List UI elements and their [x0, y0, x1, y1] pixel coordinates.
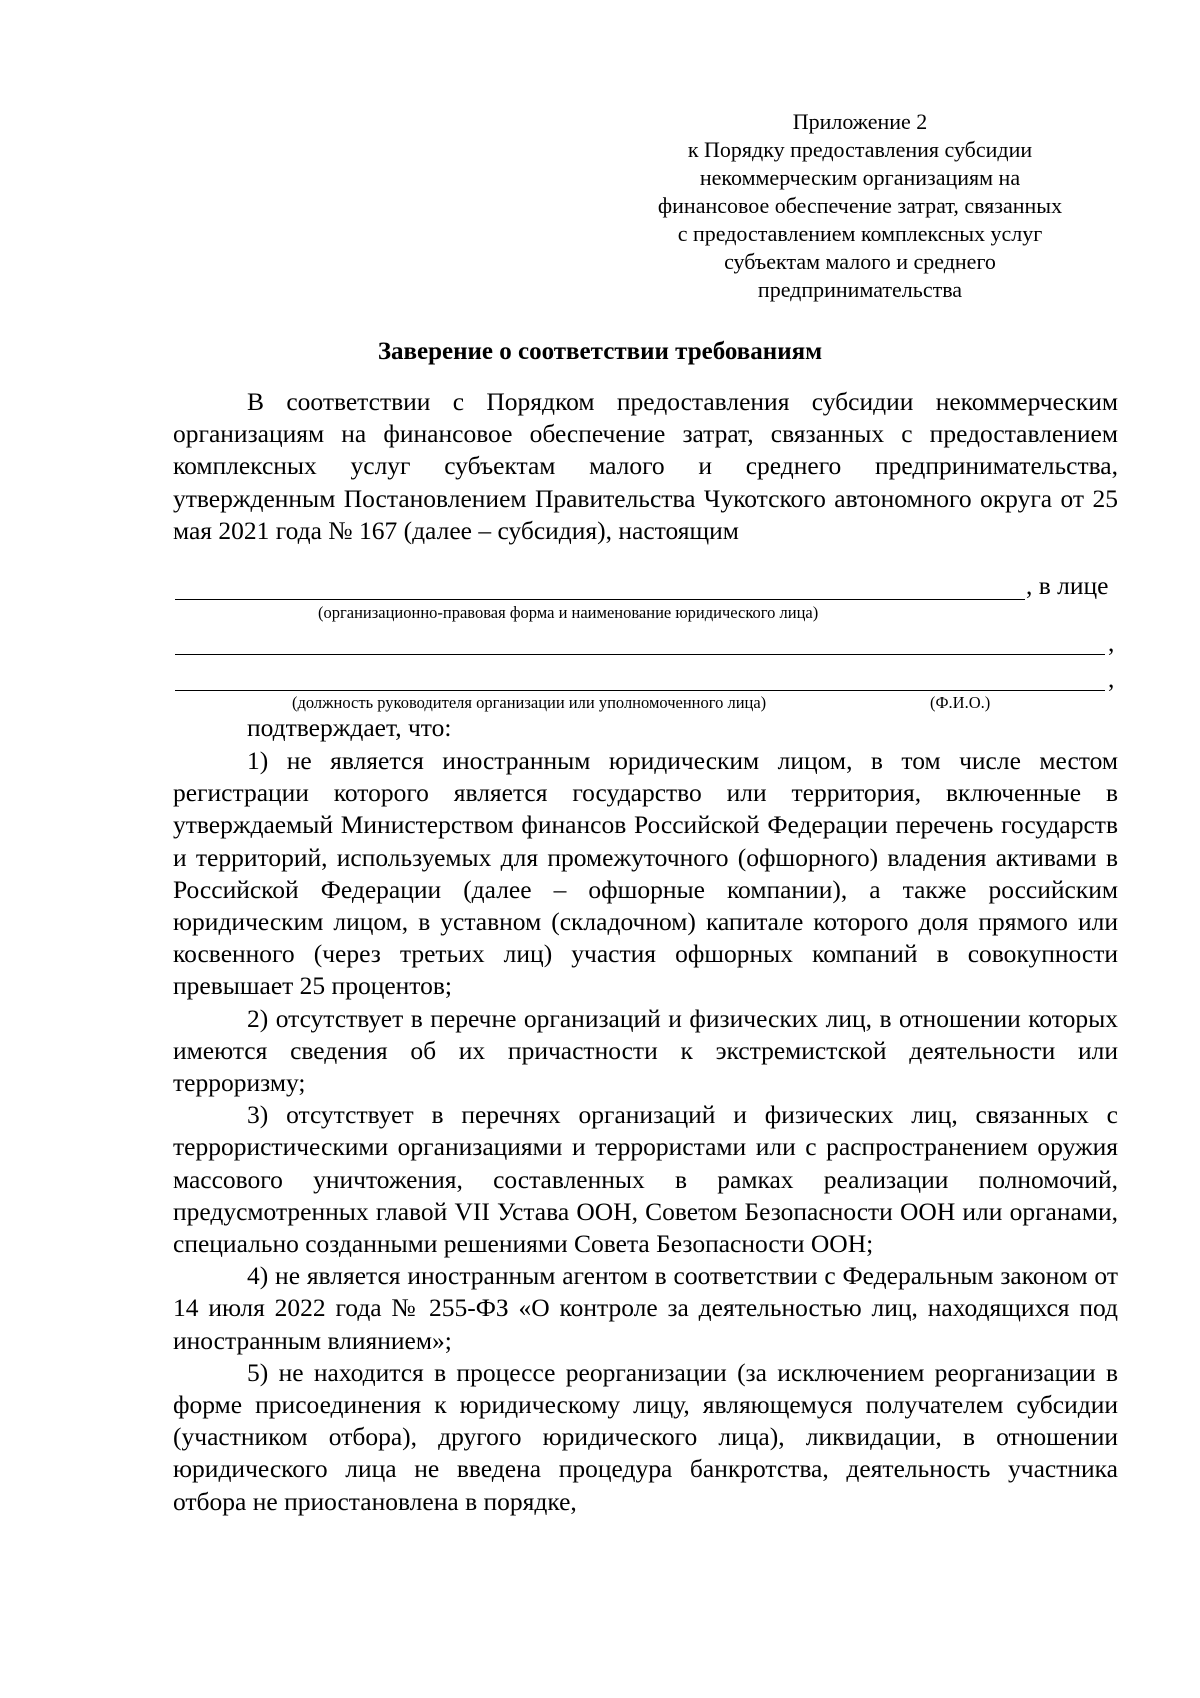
list-item: 4) не является иностранным агентом в соответствии с Федеральным законом от 14 июля 2022 года № 255-ФЗ «О контроле за деятельностью лиц, находящихся под иностранным влиянием»; [173, 1261, 1118, 1355]
representative-line-2-field[interactable] [175, 690, 1105, 691]
appendix-line: финансовое обеспечение затрат, связанных [657, 193, 1063, 218]
fio-caption: (Ф.И.О.) [930, 693, 991, 712]
appendix-line: субъектам малого и среднего [724, 249, 996, 274]
appendix-line: Приложение 2 [792, 109, 928, 134]
comma-label: , [1108, 664, 1115, 693]
appendix-line: некоммерческим организациям на [699, 165, 1021, 190]
appendix-line: предпринимательства [757, 277, 963, 302]
list-item: 2) отсутствует в перечне организаций и физических лиц, в отношении которых имеются сведения об их причастности к экстремистской деятельности или терроризму; [173, 1003, 1118, 1098]
in-person-label: , в лице [1026, 571, 1109, 600]
confirms-text: подтверждает, что: [247, 713, 452, 742]
organization-caption: (организационно-правовая форма и наименование юридического лица) [318, 603, 819, 622]
position-caption: (должность руководителя организации или уполномоченного лица) [292, 693, 767, 712]
list-item: 1) не является иностранным юридическим лицом, в том числе местом регистрации которого является государство или территория, включенные в утверждаемый Министерством финансов Российской Федерации перечень государств и территорий, используемых для промежуточного (офшорного) владения активами в Российской Федерации (далее – офшорные компании), а также российским юридическим лицом, в уставном (складочном) капитале которого доля прямого или косвенного (через третьих лиц) участия офшорных компаний в совокупности превышает 25 процентов; [173, 746, 1118, 1001]
appendix-line: к Порядку предоставления субсидии [687, 137, 1033, 162]
appendix-line: с предоставлением комплексных услуг [677, 221, 1043, 246]
representative-line-1-field[interactable] [175, 654, 1105, 655]
comma-label: , [1108, 628, 1115, 657]
list-item: 5) не находится в процессе реорганизации (за исключением реорганизации в форме присоединения к юридическому лицу, являющемуся получателем субсидии (участником отбора), другого юридического лица), ликвидации, в отношении юридического лица не введена процедура банкротства, деятельность участника отбора не приостановлена в порядке, [173, 1357, 1118, 1516]
organization-name-field[interactable] [175, 599, 1025, 600]
appendix-header [620, 108, 1100, 304]
document-title: Заверение о соответствии требованиям [377, 338, 823, 365]
list-item: 3) отсутствует в перечнях организаций и физических лиц, связанных с террористическими организациями и террористами или с распространением оружия массового уничтожения, составленных в рамках реализации полномочий, предусмотренных главой VII Устава ООН, Советом Безопасности ООН или органами, специально созданными решениями Совета Безопасности ООН; [173, 1100, 1118, 1259]
intro-paragraph: В соответствии с Порядком предоставления субсидии некоммерческим организациям на финансовое обеспечение затрат, связанных с предоставлением комплексных услуг субъектам малого и среднего предпринимательства, утвержденным Постановлением Правительства Чукотского автономного округа от 25 мая 2021 года № 167 (далее – субсидия), настоящим [173, 387, 1118, 545]
requirements-list [173, 745, 1118, 1518]
